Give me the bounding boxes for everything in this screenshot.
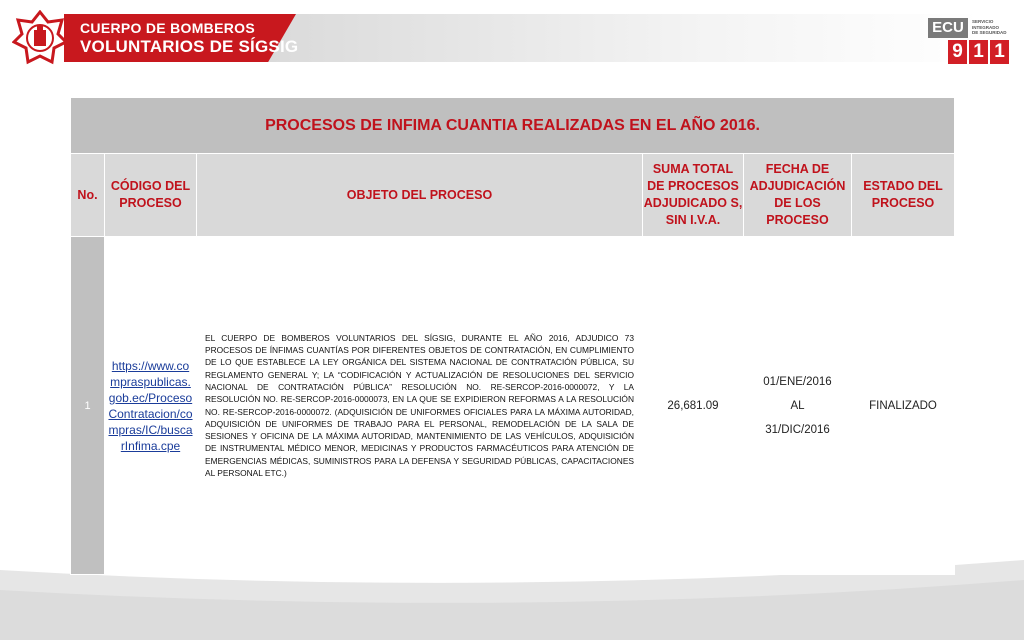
ecu-digit-3: 1 [990,40,1009,64]
table-header-row [71,154,955,237]
procesos-table [70,97,955,575]
process-description: EL CUERPO DE BOMBEROS VOLUNTARIOS DEL SÍGSIG, DURANTE EL AÑO 2016, ADJUDICO 73 PROCESOS DE ÍNFIMAS CUANTÍAS POR DIFERENTES OBJETOS DE CONTRATACIÓN, EN CUMPLIMIENTO DE LO QUE ESTABLECE LA LEY ORGÁNICA DEL SISTEMA NACIONAL DE CONTRATACIÓN PÚBLICA, SU REGLAMENTO GENERAL Y; LA “CODIFICACIÓN Y ACTUALIZACIÓN DE RESOLUCIONES DEL SERVICIO NACIONAL DE CONTRATACIÓN PÚBLICA” RESOLUCIÓN NO. RE-SERCOP-2016-0000072, Y LA RESOLUCIÓN NO. RE-SERCOP-2016-0000073, EN LA QUE SE EXPIDIERON REFORMAS A LA RESOLUCIÓN NO. RE-SERCOP-2016-0000072. (ADQUISICIÓN DE UNIFORMES OFICIALES PARA LA MÁXIMA AUTORIDAD, ADQUISICIÓN DE UNIFORMES DE TRABAJO PARA EL PERSONAL, REMODELACIÓN DE LA SALA DE SESIONES Y OFICINA DE LA MÁXIMA AUTORIDAD, MANTENIMIENTO DE LAS VEHÍCULOS, ADQUISICIÓN DE INSTRUMENTAL MÉDICO MENOR, MEDICINAS Y PRODUCTOS FARMACÉUTICOS PARA ATENCIÓN DE EMERGENCIAS MÉDICAS, SUMINISTROS PARA LA DEFENSA Y SEGURIDAD PÚBLICAS, CAPACITACIONES AL PERSONAL ETC.) [205,332,634,478]
row-fecha-cell [744,237,852,575]
ecu-digit-1: 9 [948,40,967,64]
table-title: PROCESOS DE INFIMA CUANTIA REALIZADAS EN EL AÑO 2016. [71,98,955,154]
header-estado: ESTADO DEL PROCESO [852,154,955,237]
ecu-digit-2: 1 [969,40,988,64]
brand-line-2: VOLUNTARIOS DE SÍGSIG [80,37,299,56]
row-codigo-cell [105,237,197,575]
header-objeto: OBJETO DEL PROCESO [197,154,643,237]
fecha-hasta: 31/DIC/2016 [765,423,830,436]
process-link[interactable]: https://www.compraspublicas.gob.ec/ProcesoContratacion/compras/IC/buscarInfima.cpe [108,358,193,453]
ecu911-logo [928,18,1012,68]
ecu-label: ECU [928,18,968,38]
header-no: No. [71,154,105,237]
fecha-al: AL [790,399,805,412]
ecu-subtitle [972,19,1012,36]
ecu-sub-2: INTEGRADO [972,24,999,30]
row-estado: FINALIZADO [852,237,955,575]
row-number: 1 [71,237,105,575]
table-row [71,237,955,575]
header-suma: SUMA TOTAL DE PROCESOS ADJUDICADO S, SIN I.V.A. [643,154,744,237]
ecu-numbers [948,40,1009,64]
bomberos-logo [12,10,68,66]
ecu-sub-1: SERVICIO [972,19,994,24]
header-codigo: CÓDIGO DEL PROCESO [105,154,197,237]
header-gray-bar [250,14,980,62]
ecu-sub-3: DE SEGURIDAD [972,30,1007,35]
brand-line-1: CUERPO DE BOMBEROS [80,20,255,36]
header-fecha: FECHA DE ADJUDICACIÓN DE LOS PROCESO [744,154,852,237]
fecha-desde: 01/ENE/2016 [763,375,832,388]
row-suma: 26,681.09 [643,237,744,575]
row-objeto-cell [197,237,643,575]
